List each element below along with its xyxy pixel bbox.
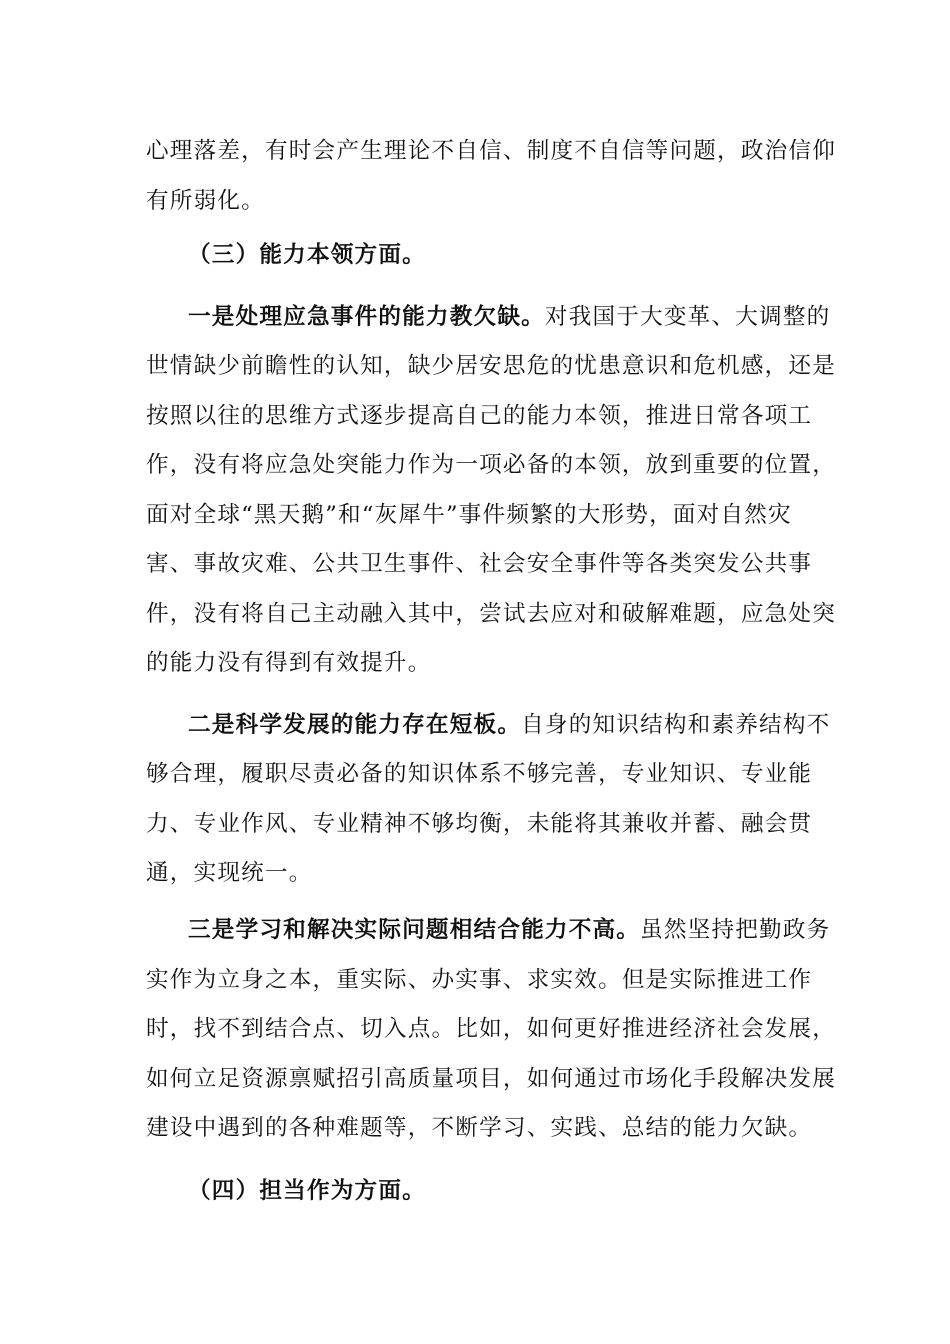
paragraph-line: 通，实现统一。 (146, 860, 313, 886)
paragraph-line: 力、专业作风、专业精神不够均衡，未能将其兼收并蓄、融会贯 (146, 811, 813, 837)
item-1-first-line (188, 301, 830, 333)
paragraph-line: 心理落差，有时会产生理论不自信、制度不自信等问题，政治信仰 (146, 138, 837, 164)
paragraph-line: 有所弱化。 (146, 188, 265, 214)
paragraph-line: 如何立足资源禀赋招引高质量项目，如何通过市场化手段解决发展 (146, 1066, 837, 1092)
paragraph-line: 害、事故灾难、公共卫生事件、社会安全事件等各类突发公共事 (146, 551, 813, 577)
paragraph-line: 时，找不到结合点、切入点。比如，如何更好推进经济社会发展， (146, 1016, 837, 1042)
paragraph-line: 世情缺少前瞻性的认知，缺少居安思危的忧患意识和危机感，还是 (146, 353, 837, 379)
item-2-first-line (188, 709, 830, 741)
item-2-text: 自身的知识结构和素养结构不 (521, 712, 831, 738)
section-heading-4: （四）担当作为方面。 (188, 1178, 426, 1204)
item-3-lead: 三是学习和解决实际问题相结合能力不高。 (188, 917, 641, 943)
item-1-lead: 一是处理应急事件的能力教欠缺。 (188, 304, 545, 330)
item-3-text: 虽然坚持把勤政务 (640, 917, 831, 943)
paragraph-line: 面对全球“黑天鹅”和“灰犀牛”事件频繁的大形势，面对自然灾 (146, 502, 792, 528)
paragraph-line: 的能力没有得到有效提升。 (146, 650, 432, 676)
item-3-first-line (188, 914, 830, 946)
section-heading-3: （三）能力本领方面。 (188, 242, 426, 268)
paragraph-line: 件，没有将自己主动融入其中，尝试去应对和破解难题，应急处突 (146, 601, 837, 627)
item-2-lead: 二是科学发展的能力存在短板。 (188, 712, 522, 738)
paragraph-line: 够合理，履职尽责必备的知识体系不够完善，专业知识、专业能 (146, 761, 813, 787)
item-1-text: 对我国于大变革、大调整的 (544, 304, 831, 330)
paragraph-line: 作，没有将应急处突能力作为一项必备的本领，放到重要的位置， (146, 452, 837, 478)
paragraph-line: 按照以往的思维方式逐步提高自己的能力本领，推进日常各项工 (146, 403, 813, 429)
paragraph-line: 实作为立身之本，重实际、办实事、求实效。但是实际推进工作 (146, 967, 813, 993)
paragraph-line: 建设中遇到的各种难题等，不断学习、实践、总结的能力欠缺。 (146, 1115, 813, 1141)
